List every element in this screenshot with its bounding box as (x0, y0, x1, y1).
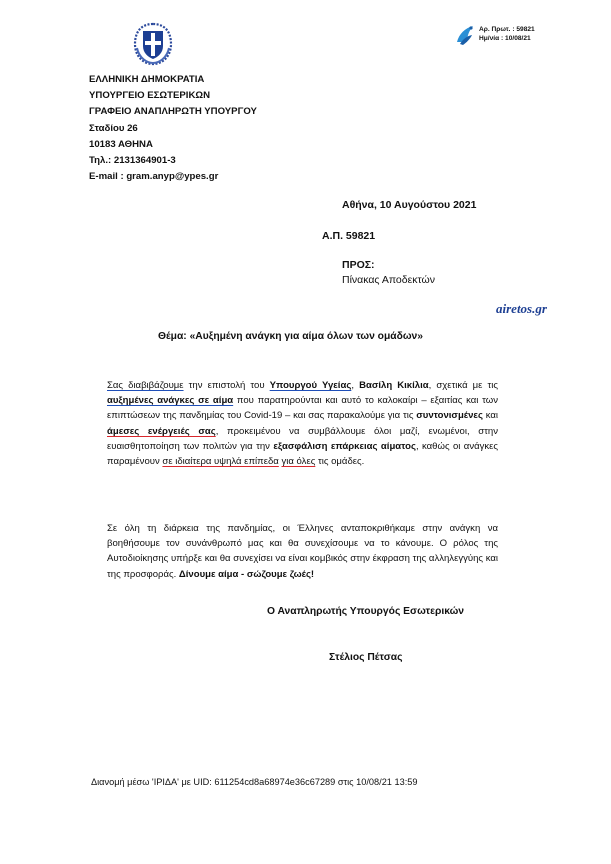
header-street: Σταδίου 26 (89, 122, 138, 134)
signer-title: Ο Αναπληρωτής Υπουργός Εσωτερικών (267, 606, 465, 617)
para1-span: που παρατηρούνται και αυτό το καλοκαίρι – εξαιτίας και των επιπτώσεων της πανδημίας του Covid-19 – και σας παρακαλούμε για τις (107, 395, 498, 422)
para1-span: και (482, 410, 498, 422)
para1-span: την επιστολή του (183, 380, 270, 391)
watermark: airetos.gr (496, 301, 547, 316)
subject-line: Θέμα: «Αυξημένη ανάγκη για αίμα όλων των ομάδων» (158, 331, 423, 342)
header-phone: Τηλ.: 2131364901-3 (89, 155, 176, 167)
header-city: 10183 ΑΘΗΝΑ (89, 138, 153, 150)
header-ministry: ΥΠΟΥΡΓΕΙΟ ΕΣΩΤΕΡΙΚΩΝ (89, 90, 210, 102)
para1-span: αυξημένες ανάγκες σε αίμα (107, 395, 234, 407)
para1-span: , (351, 380, 360, 391)
header-email: E-mail : gram.anyp@ypes.gr (89, 171, 219, 183)
recipient-label: ΠΡΟΣ: (342, 259, 375, 271)
para1-span: σε ιδιαίτερα υψηλά επίπεδα (162, 456, 279, 468)
para1-span: τις ομάδες. (315, 456, 365, 468)
para1-span: , καθώς οι ανάγκες παραμένουν (107, 440, 499, 468)
greek-emblem-logo (131, 22, 175, 66)
para2-span: Σε όλη τη διάρκεια της πανδημίας, οι Έλληνες ανταποκριθήκαμε στην ανάγκη να βοηθήσουμε τον συνάνθρωπό μας και θα συνεχίσουμε να το κάνουμε. Ο ρόλος της Αυτοδιοίκησης υπήρξε και θα συνεχίσει να είναι κομβικός στην έκφραση της αλληλεγγύης και της προσφοράς. (107, 523, 498, 580)
signer-name: Στέλιος Πέτσας (329, 652, 403, 663)
para1-span: , προκειμένου να συμβάλλουμε όλοι μαζί, ενωμένοι, στην ευαισθητοποίηση των πολιτών για την (107, 425, 498, 452)
para1-span: Βασίλη Κικίλια (359, 380, 429, 391)
body-paragraph-1 (107, 378, 498, 469)
stamp-date: Ημ/νία : 10/08/21 (479, 34, 531, 42)
protocol-stamp (455, 24, 595, 48)
stamp-protocol: Αρ. Πρωτ. : 59821 (479, 26, 535, 33)
para2-slogan: Δίνουμε αίμα - σώζουμε ζωές! (178, 568, 315, 580)
iris-logo-icon (455, 24, 475, 46)
body-paragraph-2 (107, 521, 498, 582)
para1-span: για όλες (281, 456, 316, 468)
header-office: ΓΡΑΦΕΙΟ ΑΝΑΠΛΗΡΩΤΗ ΥΠΟΥΡΓΟΥ (89, 106, 257, 118)
sender-header (89, 72, 257, 185)
document-date: Αθήνα, 10 Αυγούστου 2021 (342, 199, 477, 211)
para1-span: Σας διαβιβάζουμε (107, 380, 184, 391)
recipient-value: Πίνακας Αποδεκτών (342, 274, 435, 286)
para1-span: εξασφάλιση επάρκειας αίματος (273, 440, 416, 452)
reference-number: Α.Π. 59821 (322, 230, 376, 242)
para1-span: συντονισμένες (416, 410, 483, 422)
para1-span: Υπουργού Υγείας (269, 380, 352, 391)
distribution-footer: Διανομή μέσω 'ΙΡΙΔΑ' με UID: 611254cd8a68974e36c67289 στις 10/08/21 13:59 (91, 777, 418, 787)
header-country: ΕΛΛΗΝΙΚΗ ΔΗΜΟΚΡΑΤΙΑ (89, 74, 205, 85)
para1-span: , σχετικά με τις (428, 380, 499, 391)
para1-span: άμεσες ενέργειές σας (107, 425, 216, 437)
